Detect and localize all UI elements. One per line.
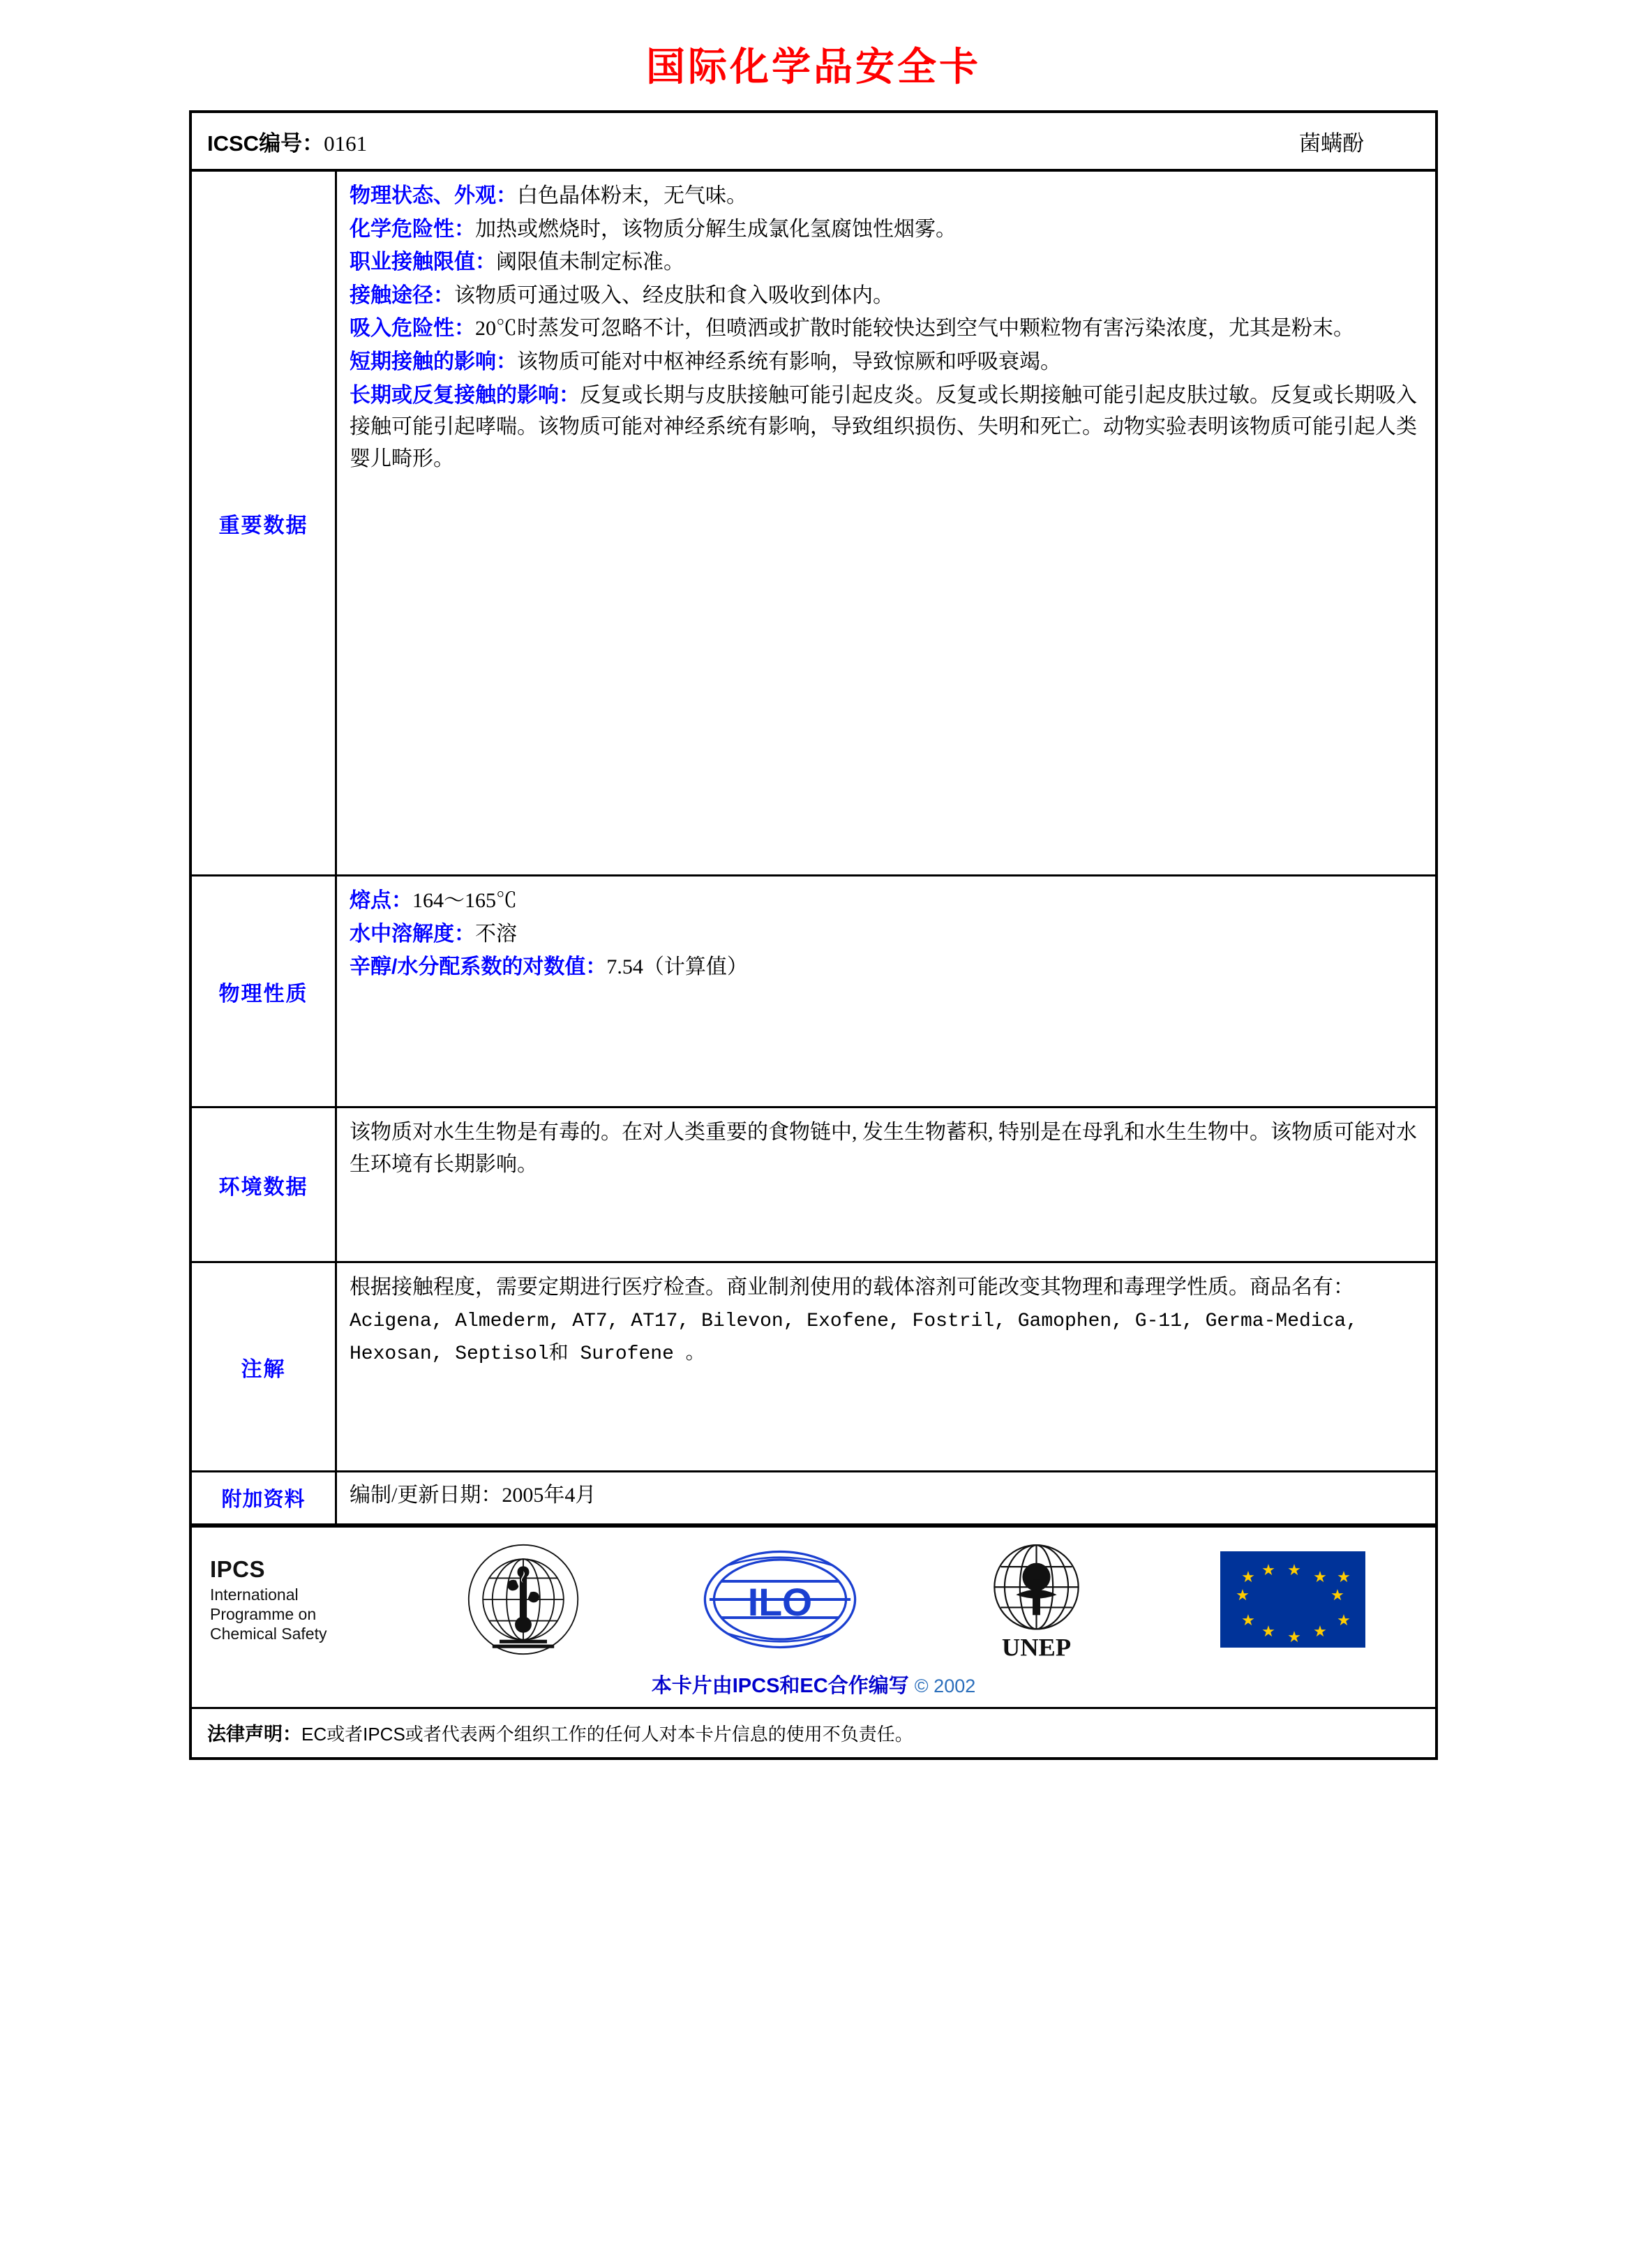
ilo-logo-icon [700,1547,860,1652]
important-item-text: 该物质可通过吸入、经皮肤和食入吸收到体内。 [454,283,894,307]
section-additional-info [192,1472,1435,1525]
unep-logo-slot [908,1539,1165,1661]
important-item-head: 吸入危险性： [350,317,475,341]
icsc-number-value: 0161 [324,130,368,156]
icsc-card [189,110,1438,1760]
important-item-text: 阈限值未制定标准。 [496,251,684,274]
icsc-number-label: ICSC编号： [207,130,324,156]
legal-notice [192,1709,1435,1757]
physical-item-head: 熔点： [350,889,412,912]
icsc-number-group [207,126,367,157]
important-item [350,180,1418,212]
physical-item-text: 不溶 [475,922,517,946]
environment-text: 该物质对水生生物是有毒的。在对人类重要的食物链中, 发生生物蓄积, 特别是在母乳和水生生物中。该物质可能对水生环境有长期影响。 [350,1121,1417,1176]
footer-logos [192,1528,1435,1667]
section-label-physical: 物理性质 [192,876,337,1106]
important-item-text: 反复或长期与皮肤接触可能引起皮炎。反复或长期接触可能引起皮肤过敏。反复或长期吸入接触可能引起哮喘。该物质可能对神经系统有影响，导致组织损伤、失明和死亡。动物实验表明该物质可能引起人类婴儿畸形。 [350,383,1417,470]
section-important-data [192,172,1435,876]
footer-credit [192,1667,1435,1707]
physical-item-head: 辛醇/水分配系数的对数值： [350,955,607,979]
page-title: 国际化学品安全卡 [646,45,981,89]
section-content-important [337,172,1435,874]
important-item-head: 物理状态、外观： [350,184,517,207]
extra-text: 编制/更新日期：2005年4月 [350,1483,597,1507]
physical-item [350,918,1418,950]
section-content-extra [337,1472,1435,1523]
important-item-head: 接触途径： [350,283,454,307]
important-item-head: 长期或反复接触的影响： [350,383,580,407]
legal-notice-label: 法律声明： [207,1724,301,1745]
ipcs-line-2: Programme on [210,1605,317,1624]
notes-tradenames: Acigena, Almederm, AT7, AT17, Bilevon, Exofene, Fostril, Gamophen, G-11, Germa-Medica, Hexosan, Septisol和 Surofene 。 [350,1310,1358,1366]
icsc-card-page [0,36,1627,2268]
eu-flag-icon: ★ ★ ★ ★ ★ ★ ★ ★ ★ ★ ★ ★ [1220,1551,1365,1648]
section-label-notes: 注解 [192,1263,337,1470]
ipcs-block [210,1555,395,1643]
important-item [350,246,1418,278]
physical-item-text: 7.54（计算值） [606,955,748,979]
physical-item-head: 水中溶解度： [350,922,475,946]
important-item-text: 白色晶体粉末，无气味。 [517,184,747,207]
ilo-logo-text: ILO [747,1580,812,1624]
important-item [350,214,1418,246]
section-label-environment: 环境数据 [192,1108,337,1261]
important-item [350,346,1418,378]
important-item [350,380,1418,475]
ilo-logo-slot [652,1547,908,1652]
important-item-text: 20℃时蒸发可忽略不计，但喷洒或扩散时能较快达到空气中颗粒物有害污染浓度，尤其是粉末。 [475,317,1354,341]
important-item [350,280,1418,312]
physical-item [350,885,1418,917]
ipcs-line-3: Chemical Safety [210,1625,327,1643]
ipcs-abbr: IPCS [210,1555,266,1582]
who-logo-slot [395,1540,652,1659]
physical-item-text: 164～165℃ [412,889,517,912]
substance-name: 菌螨酚 [1299,130,1364,156]
ipcs-line-1: International [210,1586,299,1604]
section-content-environment [337,1108,1435,1261]
section-notes [192,1263,1435,1472]
section-content-notes [337,1263,1435,1470]
legal-notice-text: EC或者IPCS或者代表两个组织工作的任何人对本卡片信息的使用不负责任。 [301,1724,913,1745]
important-item-text: 该物质可能对中枢神经系统有影响，导致惊厥和呼吸衰竭。 [517,350,1061,373]
unep-logo-icon [972,1539,1101,1661]
physical-item [350,951,1418,983]
unep-logo-text: UNEP [1001,1633,1071,1661]
notes-text-part1: 根据接触程度，需要定期进行医疗检查。商业制剂使用的载体溶剂可能改变其物理和毒理学性质。商品名有： [350,1276,1354,1299]
section-label-extra: 附加资料 [192,1472,337,1523]
important-item [350,313,1418,345]
important-item-head: 化学危险性： [350,217,475,241]
footer-logos-row [192,1525,1435,1709]
important-item-head: 职业接触限值： [350,251,496,274]
eu-flag-slot [1164,1551,1421,1648]
important-item-text: 加热或燃烧时，该物质分解生成氯化氢腐蚀性烟雾。 [475,217,957,241]
who-logo-icon [464,1540,583,1659]
section-physical-properties [192,876,1435,1108]
section-environmental-data [192,1108,1435,1263]
footer-credit-text: 本卡片由IPCS和EC合作编写 [651,1675,909,1697]
section-label-important: 重要数据 [192,172,337,874]
card-header [192,113,1435,172]
footer-copyright: © 2002 [914,1676,976,1696]
notes-text [350,1271,1418,1370]
section-content-physical [337,876,1435,1106]
important-item-head: 短期接触的影响： [350,350,517,373]
